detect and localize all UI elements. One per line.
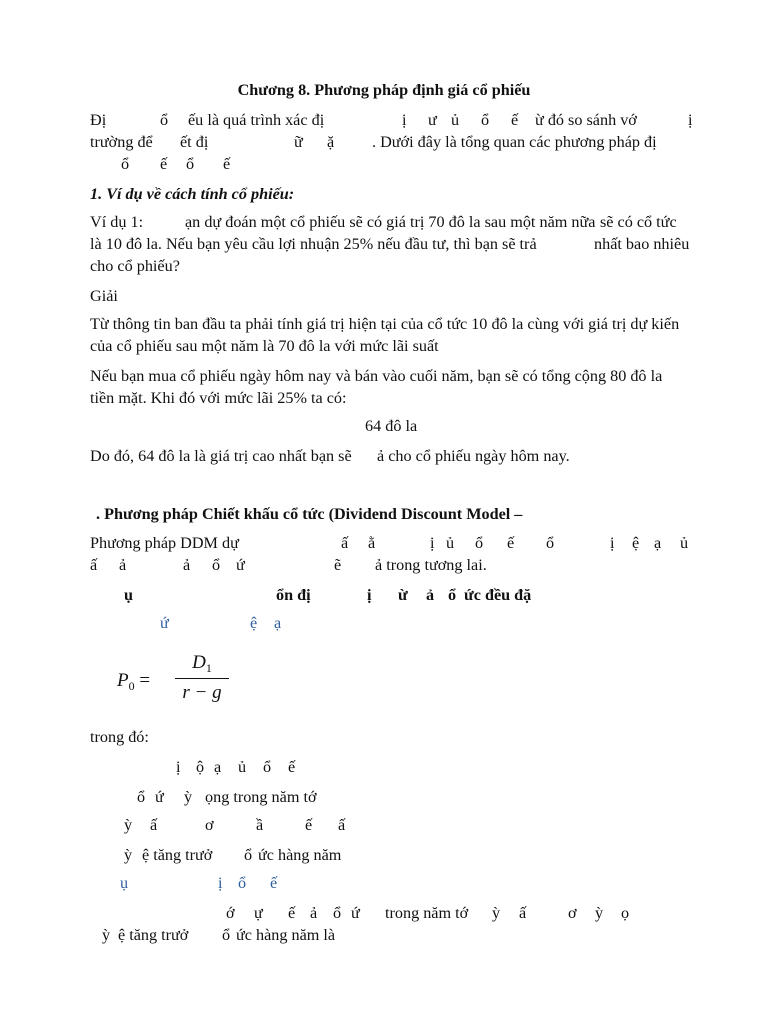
section-heading: 1. Ví dụ về cách tính cổ phiếu: [90, 185, 295, 203]
subheading-fragment: ổ [448, 586, 457, 604]
intro-fragment: . Dưới đây là tổng quan các phương pháp đị [372, 133, 657, 151]
def-fragment: ổ [333, 904, 342, 922]
formula-denominator: r − g [182, 682, 222, 703]
def-fragment: ọng trong năm tớ [205, 788, 317, 806]
intro-fragment: ữ [294, 133, 303, 151]
intro-fragment: ư [428, 111, 437, 129]
def-fragment: ức hàng năm [258, 846, 342, 864]
blue-fragment: ứ [160, 614, 169, 632]
ddm-text: ế [507, 534, 515, 552]
conclusion-text: ả cho cổ phiếu ngày hôm nay. [377, 447, 570, 465]
def-fragment: ệ tăng trưở [118, 926, 189, 944]
where-label: trong đó: [90, 728, 149, 746]
blue-fragment: ụ [120, 874, 129, 892]
solution-text: tiền mặt. Khi đó với mức lãi 25% ta có: [90, 389, 347, 407]
blue-fragment: ị [218, 874, 223, 892]
intro-fragment: Đị [90, 111, 107, 129]
ddm-text: ả trong tương lai. [375, 556, 487, 574]
def-fragment: ỳ [124, 846, 133, 864]
example-text: cho cổ phiếu? [90, 257, 180, 275]
ddm-text: ị [430, 534, 435, 552]
ddm-text: ả [183, 556, 191, 574]
def-fragment: ự [254, 904, 263, 922]
formula-fraction [175, 652, 229, 704]
def-fragment: ả [310, 904, 318, 922]
intro-fragment: ế [511, 111, 519, 129]
def-fragment: ổ [137, 788, 146, 806]
intro-fragment: ị [402, 111, 407, 129]
def-fragment: ổ [244, 846, 253, 864]
intro-fragment: ếu là quá trình xác đị [188, 111, 325, 129]
intro-fragment: ặ [327, 133, 335, 151]
example-text: sẽ có cổ tức [600, 213, 677, 231]
def-fragment: trong năm tớ [385, 904, 469, 922]
def-fragment: ỳ [184, 788, 193, 806]
ddm-text: ổ [546, 534, 555, 552]
section-heading: . Phương pháp Chiết khấu cổ tức (Dividend Discount Model – [96, 505, 523, 523]
ddm-text: ạ [654, 534, 662, 552]
example-text: ạn dự đoán một cổ phiếu sẽ có giá trị 70 đô la sau một năm nữa [185, 213, 596, 231]
def-fragment: ế [305, 816, 313, 834]
subheading-fragment: ừ [398, 586, 408, 604]
def-fragment: ứ [351, 904, 360, 922]
intro-fragment: ị [688, 111, 693, 129]
formula-lhs [117, 670, 150, 694]
ddm-text: ủ [446, 534, 455, 552]
solution-text: Từ thông tin ban đầu ta phải tính giá trị hiện tại của cổ tức 10 đô la cùng với giá trị dự kiến [90, 315, 680, 333]
intro-fragment: ổ [121, 155, 130, 173]
subheading-fragment: ức đều đặ [464, 586, 532, 604]
def-fragment: ầ [256, 816, 264, 834]
def-fragment: ế [288, 758, 296, 776]
ddm-text: ổ [212, 556, 221, 574]
page-title: Chương 8. Phương pháp định giá cổ phiếu [237, 81, 531, 99]
blue-fragment: ế [270, 874, 278, 892]
ddm-text: ả [119, 556, 127, 574]
def-fragment: ọ [621, 904, 630, 922]
def-fragment: ế [288, 904, 296, 922]
ddm-text: ấ [341, 534, 349, 552]
intro-fragment: ế [223, 155, 231, 173]
def-fragment: ỳ [492, 904, 501, 922]
ddm-text: ổ [475, 534, 484, 552]
formula-equals: = [139, 670, 151, 691]
solution-label: Giải [90, 287, 118, 305]
ddm-text: ẽ [334, 556, 342, 574]
def-fragment: ị [176, 758, 181, 776]
blue-fragment: ổ [238, 874, 247, 892]
ddm-text: ằ [368, 534, 376, 552]
ddm-text: ệ [632, 534, 640, 552]
formula-d: D [192, 652, 206, 673]
fraction-bar [175, 678, 229, 679]
ddm-text: ủ [680, 534, 689, 552]
def-fragment: ệ tăng trưở [142, 846, 213, 864]
blue-fragment: ạ [274, 614, 282, 632]
def-fragment: ứ [155, 788, 164, 806]
intro-fragment: ết đị [180, 133, 209, 151]
ddm-text: ấ [90, 556, 98, 574]
def-fragment: ớ [226, 904, 235, 922]
example-text: là 10 đô la. Nếu bạn yêu cầu lợi nhuận 25% nếu đầu tư, thì bạn sẽ trả [90, 235, 537, 253]
example-text: nhất bao nhiêu [594, 235, 690, 253]
def-fragment: ức hàng năm là [236, 926, 336, 944]
conclusion-text: Do đó, 64 đô la là giá trị cao nhất bạn sẽ [90, 447, 352, 465]
intro-fragment: trường để [90, 133, 153, 151]
formula-p: P [117, 670, 129, 691]
def-fragment: ỳ [102, 926, 111, 944]
ddm-text: Phương pháp DDM dự [90, 534, 239, 552]
subheading-fragment: ổn đị [276, 586, 311, 604]
def-fragment: ủ [238, 758, 247, 776]
def-fragment: ơ [205, 816, 214, 834]
solution-text: Nếu bạn mua cổ phiếu ngày hôm nay và bán vào cuối năm, bạn sẽ có tổng cộng 80 đô la [90, 367, 663, 385]
def-fragment: ổ [263, 758, 272, 776]
intro-fragment: ế [160, 155, 168, 173]
subheading-fragment: ị [367, 586, 372, 604]
formula-p-sub: 0 [128, 679, 135, 693]
def-fragment: ấ [338, 816, 346, 834]
intro-fragment: ổ [481, 111, 490, 129]
ddm-text: ị [610, 534, 615, 552]
intro-fragment: ổ [160, 111, 169, 129]
solution-text: của cổ phiếu sau một năm là 70 đô la với mức lãi suất [90, 337, 439, 355]
def-fragment: ộ [196, 758, 205, 776]
formula-numerator [175, 652, 229, 676]
def-fragment: ạ [214, 758, 222, 776]
def-fragment: ấ [150, 816, 158, 834]
formula-d-sub: 1 [205, 661, 212, 675]
subheading-fragment: ả [426, 586, 435, 604]
def-fragment: ỳ [595, 904, 604, 922]
result-value: 64 đô la [365, 417, 418, 435]
subheading-fragment: ụ [124, 586, 134, 604]
intro-fragment: ừ đó so sánh vớ [535, 111, 637, 129]
def-fragment: ơ [568, 904, 577, 922]
intro-fragment: ổ [186, 155, 195, 173]
def-fragment: ỳ [124, 816, 133, 834]
def-fragment: ấ [519, 904, 527, 922]
intro-fragment: ủ [451, 111, 460, 129]
example-text: Ví dụ 1: [90, 213, 144, 231]
blue-fragment: ệ [250, 614, 258, 632]
ddm-text: ứ [236, 556, 245, 574]
def-fragment: ổ [222, 926, 231, 944]
